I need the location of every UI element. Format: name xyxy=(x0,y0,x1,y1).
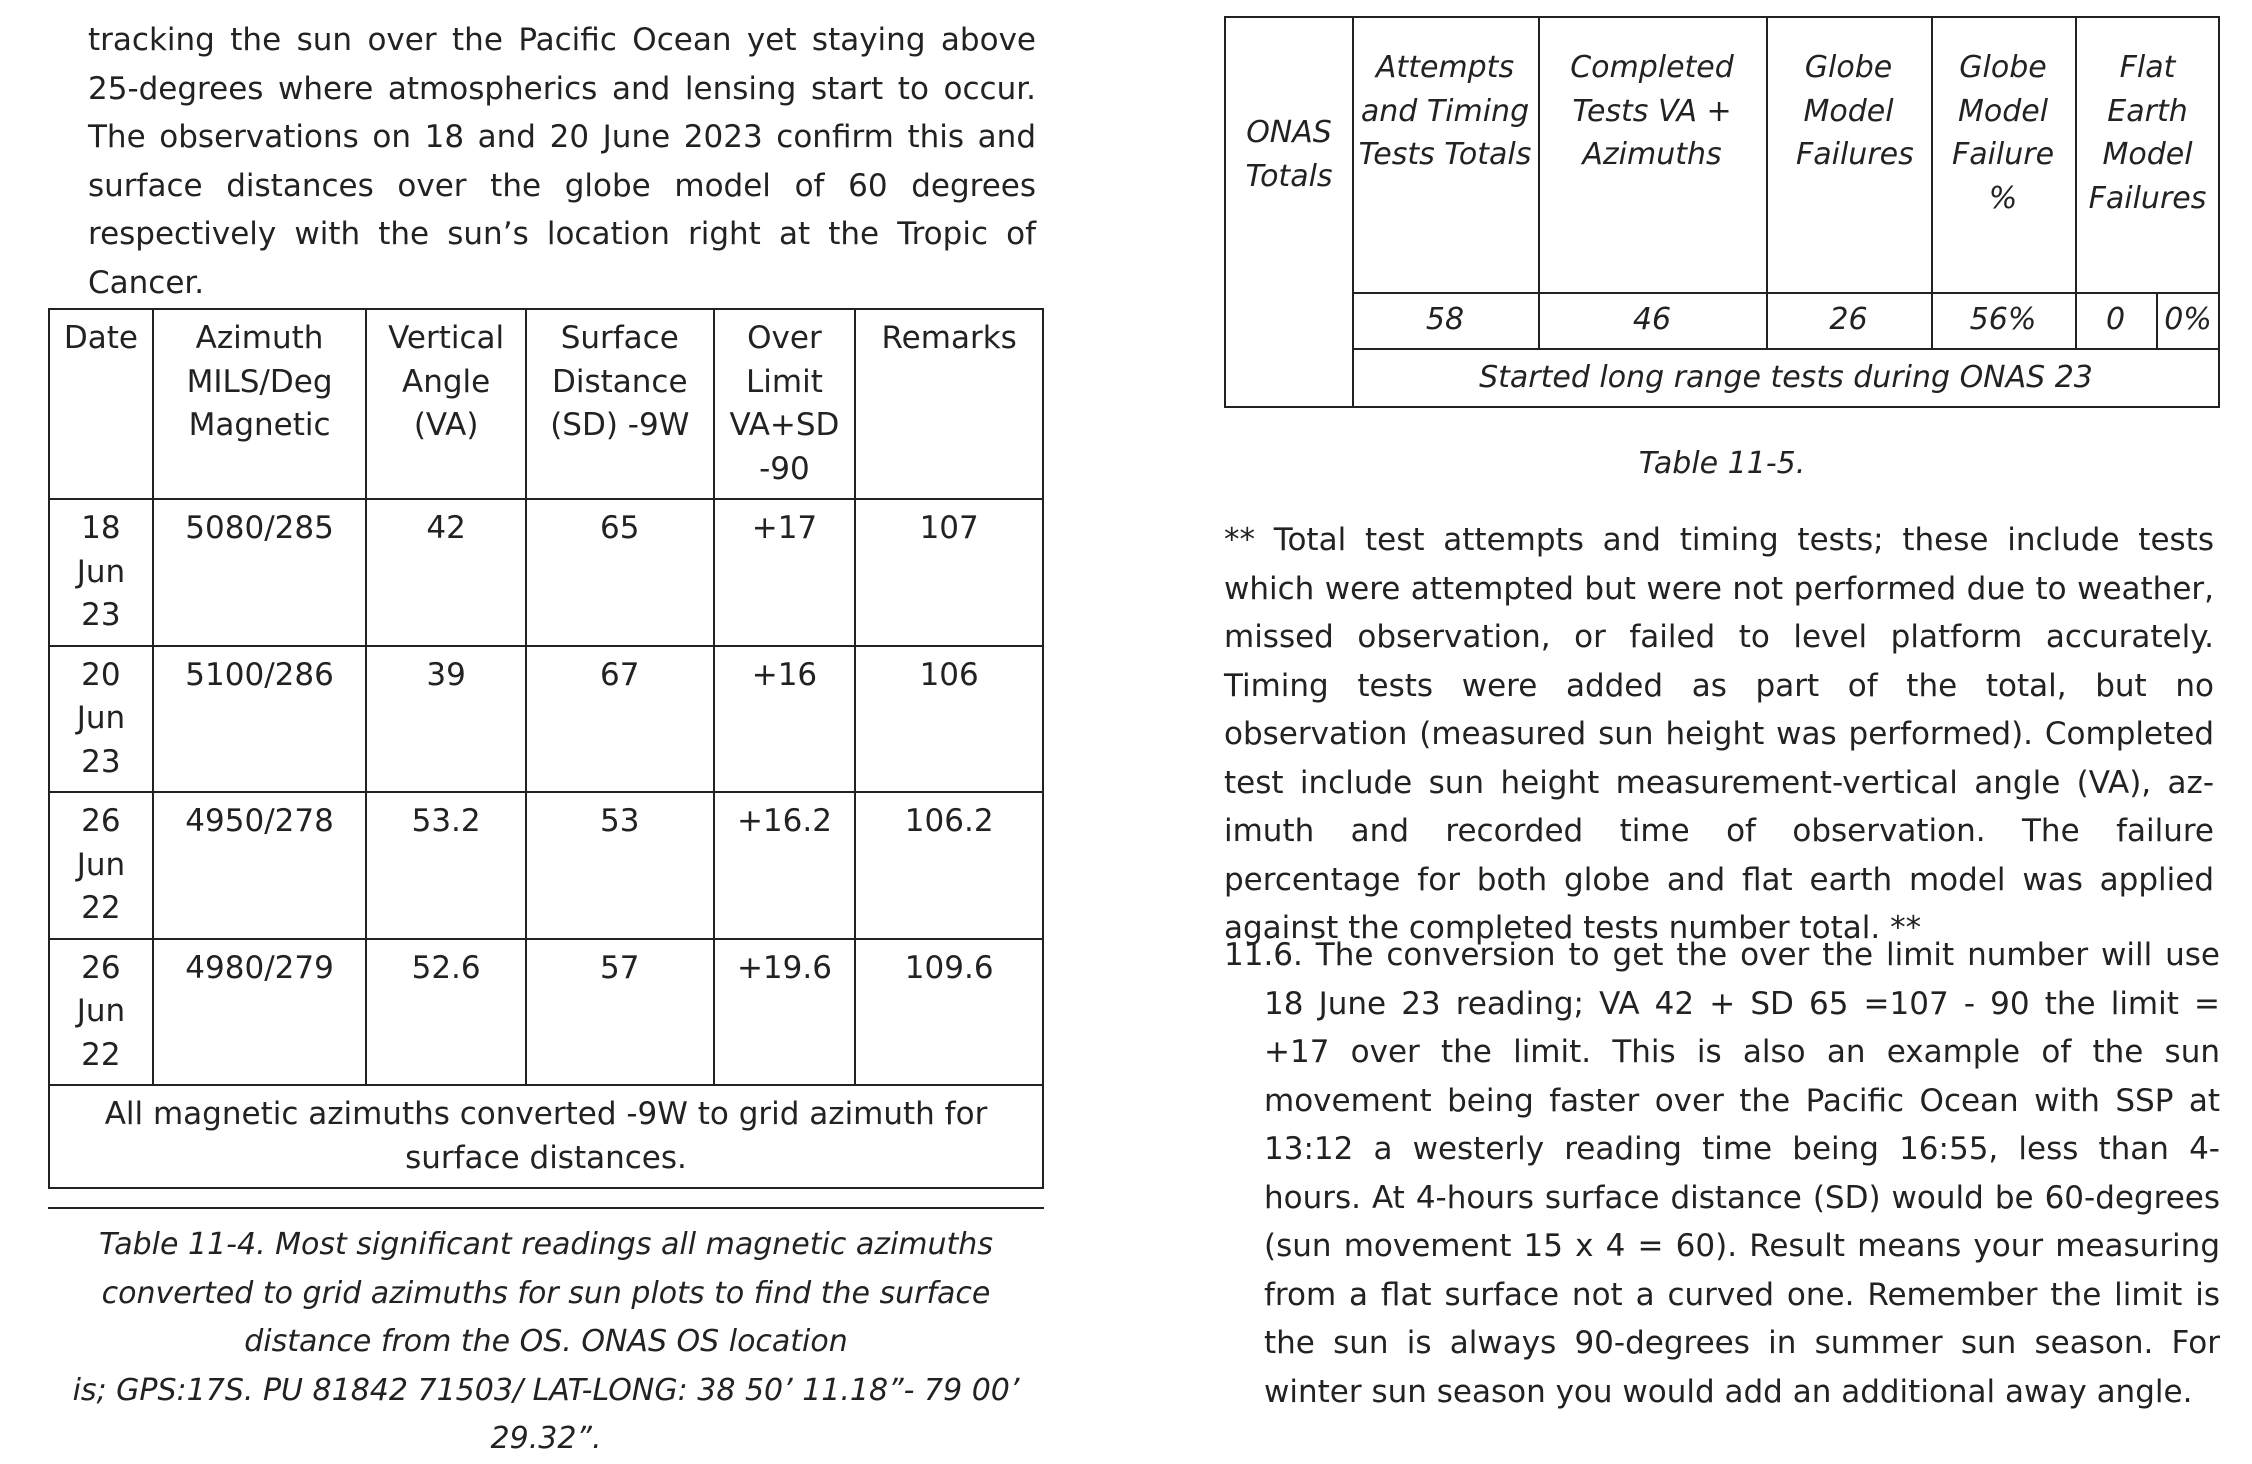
table-row xyxy=(49,792,1043,939)
cell-surface-distance: 65 xyxy=(526,499,714,646)
cell-azimuth: 5080/285 xyxy=(153,499,366,646)
value-attempts-timing: 58 xyxy=(1425,302,1465,337)
cell-date: 18 Jun 23 xyxy=(49,499,153,646)
header-flat-earth-failures: Flat Earth Model Failures xyxy=(2088,50,2207,216)
caption-line-1: Table 11-4. Most significant readings all magnetic azimuths converted to grid azimuths for sun plots to find the surface distance from the OS. ONAS OS location xyxy=(99,1227,993,1359)
header-azimuth: Azimuth MILS/Deg Magnetic xyxy=(153,309,366,499)
cell-date: 26 Jun 22 xyxy=(49,792,153,939)
onas-table-footer: Started long range tests during ONAS 23 xyxy=(1479,360,2093,395)
header-attempts-timing: Attempts and Timing Tests Totals xyxy=(1358,50,1532,172)
cell-surface-distance: 53 xyxy=(526,792,714,939)
header-remarks: Remarks xyxy=(855,309,1043,499)
cell-azimuth: 5100/286 xyxy=(153,646,366,793)
cell-remarks: 109.6 xyxy=(855,939,1043,1086)
header-completed-tests: Completed Tests VA + Azimuths xyxy=(1570,50,1734,172)
cell-vertical-angle: 52.6 xyxy=(366,939,526,1086)
header-globe-failure-pct: Globe Model Failure % xyxy=(1951,50,2055,216)
cell-remarks: 107 xyxy=(855,499,1043,646)
readings-footer-note: All magnetic azimuths converted -9W to grid azimuth for surface distances. xyxy=(49,1085,1043,1188)
onas-totals-table xyxy=(1224,16,2220,408)
cell-remarks: 106.2 xyxy=(855,792,1043,939)
readings-table xyxy=(48,308,1044,1189)
table-row xyxy=(49,939,1043,1086)
table-11-4-caption xyxy=(48,1221,1044,1464)
cell-vertical-angle: 42 xyxy=(366,499,526,646)
horizontal-divider xyxy=(48,1207,1044,1209)
note-paragraph: ** Total test attempts and timing tests; these include tests which were attempted but were not performed due to weather, missed observation, or failed to level platform accurately. Timing tests were added as part of the total, but no observation (measured sun height was performed). Completed test include sun height measurement-vertical angle (VA), azimuth and recorded time of observation. The failure percentage for both globe and flat earth model was applied against the completed tests number total. ** xyxy=(1224,522,2214,946)
cell-over-limit: +16 xyxy=(714,646,856,793)
value-flat-earth-failures: 0 xyxy=(2105,302,2126,337)
onas-totals-label: ONAS Totals xyxy=(1245,115,1333,194)
table-11-5-caption: Table 11-5. xyxy=(1638,446,1806,481)
intro-paragraph: tracking the sun over the Pacific Ocean yet staying above 25-degrees where atmospherics and lensing start to occur. The observations on 18 and 20 June 2023 confirm this and surface distances over the globe model of 60 degrees respectively with the sun’s location right at the Tropic of Cancer. xyxy=(88,22,1036,301)
cell-over-limit: +19.6 xyxy=(714,939,856,1086)
value-globe-failures: 26 xyxy=(1829,302,1868,337)
section-11-6-paragraph: 11.6. The conversion to get the over the limit number will use 18 June 23 reading; VA 42 + SD 65 =107 - 90 the limit = +17 over the limit. This is also an example of the sun movement being faster over the Pacific Ocean with SSP at 13:12 a westerly reading time being 16:55, less than 4-hours. At 4-hours surface distance (SD) would be 60-degrees (sun movement 15 x 4 = 60). Result means your measuring from a flat surface not a curved one. Remember the limit is the sun is always 90-degrees in summer sun season. For winter sun season you would add an additional away angle. xyxy=(1224,937,2220,1410)
readings-header-row xyxy=(49,309,1043,499)
cell-over-limit: +17 xyxy=(714,499,856,646)
header-vertical-angle: Vertical Angle (VA) xyxy=(366,309,526,499)
cell-vertical-angle: 39 xyxy=(366,646,526,793)
header-date: Date xyxy=(49,309,153,499)
table-row xyxy=(49,499,1043,646)
table-row xyxy=(49,646,1043,793)
left-column xyxy=(48,0,1044,1464)
cell-date: 26 Jun 22 xyxy=(49,939,153,1086)
cell-azimuth: 4980/279 xyxy=(153,939,366,1086)
cell-vertical-angle: 53.2 xyxy=(366,792,526,939)
cell-date: 20 Jun 23 xyxy=(49,646,153,793)
readings-footer-row xyxy=(49,1085,1043,1188)
cell-over-limit: +16.2 xyxy=(714,792,856,939)
cell-surface-distance: 67 xyxy=(526,646,714,793)
caption-line-2: is; GPS:17S. PU 81842 71503/ LAT-LONG: 38 50’ 11.18”- 79 00’ 29.32”. xyxy=(72,1372,1020,1456)
value-completed-tests: 46 xyxy=(1632,302,1672,337)
cell-surface-distance: 57 xyxy=(526,939,714,1086)
cell-azimuth: 4950/278 xyxy=(153,792,366,939)
value-globe-failure-pct: 56% xyxy=(1969,302,2037,337)
table-gridline xyxy=(1352,348,2220,350)
value-flat-earth-failure-pct: 0% xyxy=(2164,302,2212,337)
header-over-limit: Over Limit VA+SD -90 xyxy=(714,309,856,499)
cell-remarks: 106 xyxy=(855,646,1043,793)
header-globe-failures: Globe Model Failures xyxy=(1796,50,1914,172)
table-gridline xyxy=(1352,292,2220,294)
header-surface-distance: Surface Distance (SD) -9W xyxy=(526,309,714,499)
